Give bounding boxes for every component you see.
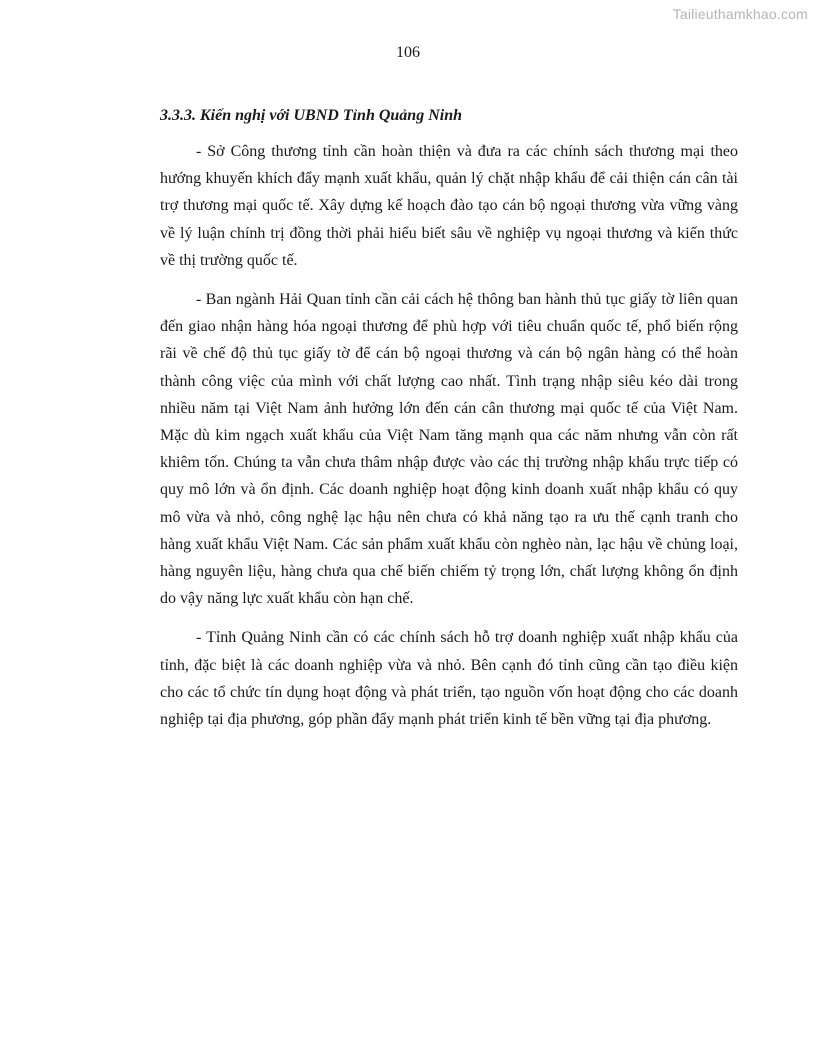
page-number: 106 (396, 44, 420, 61)
paragraph-3: - Tỉnh Quảng Ninh cần có các chính sách hỗ trợ doanh nghiệp xuất nhập khẩu của tỉnh, đặc biệt là các doanh nghiệp vừa và nhỏ. Bên cạnh đó tỉnh cũng cần tạo điều kiện cho các tổ chức tín dụng hoạt động và phát triển, tạo nguồn vốn hoạt động cho các doanh nghiệp tại địa phương, góp phần đẩy mạnh phát triển kinh tế bền vững tại địa phương. (160, 629, 738, 729)
watermark: Tailieuthamkhao.com (672, 6, 808, 22)
paragraph-2: - Ban ngành Hải Quan tỉnh cần cải cách hệ thông ban hành thủ tục giấy tờ liên quan đến giao nhận hàng hóa ngoại thương để phù hợp với tiêu chuẩn quốc tế, phổ biến rộng rãi về chế độ thủ tục giấy tờ để cán bộ ngoại thương và cán bộ ngân hàng có thể hoàn thành công việc của mình với chất lượng cao nhất. Tình trạng nhập siêu kéo dài trong nhiều năm tại Việt Nam ảnh hưởng lớn đến cán cân thương mại quốc tế của Việt Nam. Mặc dù kim ngạch xuất khẩu của Việt Nam tăng mạnh qua các năm nhưng vẫn còn rất khiêm tốn. Chúng ta vẫn chưa thâm nhập được vào các thị trường nhập khẩu trực tiếp có quy mô lớn và ổn định. Các doanh nghiệp hoạt động kinh doanh xuất nhập khẩu có quy mô vừa và nhỏ, công nghệ lạc hậu nên chưa có khả năng tạo ra ưu thế cạnh tranh cho hàng xuất khẩu Việt Nam. Các sản phẩm xuất khẩu còn nghèo nàn, lạc hậu về chủng loại, hàng nguyên liệu, hàng chưa qua chế biến chiếm tỷ trọng lớn, chất lượng không ổn định do vậy năng lực xuất khẩu còn hạn chế. (160, 291, 738, 608)
paragraph-1: - Sở Công thương tỉnh cần hoàn thiện và đưa ra các chính sách thương mại theo hướng khuyến khích đẩy mạnh xuất khẩu, quản lý chặt nhập khẩu để cải thiện cán cân tài trợ thương mại quốc tế. Xây dựng kế hoạch đào tạo cán bộ ngoại thương vừa vững vàng về lý luận chính trị đồng thời phải hiểu biết sâu về nghiệp vụ ngoại thương và kiến thức về thị trường quốc tế. (160, 143, 738, 269)
document-body (160, 106, 738, 745)
section-heading: 3.3.3. Kiến nghị với UBND Tỉnh Quảng Ninh (160, 107, 462, 124)
